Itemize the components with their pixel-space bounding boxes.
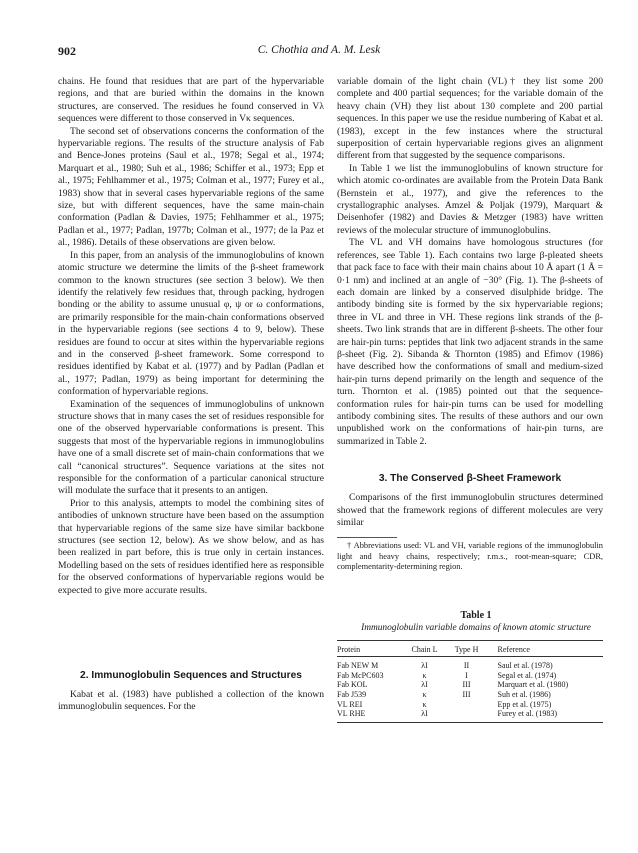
cell-protein: VL RHE xyxy=(337,709,366,719)
cell-chain: λI xyxy=(421,661,428,671)
right-paragraph-4: Comparisons of the first immunoglobulin structures determined showed that the framework regions of different molecules are very similar xyxy=(337,492,603,528)
left-paragraph-1: chains. He found that residues that are part of the hypervariable regions, and that are buried within the domains in the known structures, are conserved. The residues he found conserved in Vλ sequences were different to those conserved in Vκ sequences. xyxy=(58,76,324,125)
cell-chain: κ xyxy=(422,699,427,709)
table-row xyxy=(337,690,603,700)
section-2-heading: 2. Immunoglobulin Sequences and Structures xyxy=(80,670,302,682)
header-chain: Chain L xyxy=(411,644,438,654)
table-gap xyxy=(337,573,603,609)
left-paragraph-5: Prior to this analysis, attempts to model the combining sites of antibodies of unknown structure have been based on the assumption that hypervariable regions of the same size have similar backbone structures (see section 12, below). As we show below, and as has been realized in part before, this is true only in certain instances. Modelling based on the sets of residues identified here as responsible for the observed conformations of hypervariable regions would be expected to give more accurate results. xyxy=(58,497,324,596)
section-3-heading: 3. The Conserved β-Sheet Framework xyxy=(378,473,562,485)
cell-chain: κ xyxy=(422,690,427,699)
page-number: 902 xyxy=(58,44,76,58)
left-column xyxy=(58,76,324,714)
header-type: Type H xyxy=(454,644,479,654)
table-row xyxy=(337,671,603,681)
section-gap xyxy=(58,597,324,669)
footnote-gap xyxy=(337,529,603,537)
cell-reference: Saul et al. (1978) xyxy=(497,661,553,671)
table-caption: Immunoglobulin variable domains of known atomic structure xyxy=(361,622,591,633)
right-paragraph-3: The VL and VH domains have homologous structures (for references, see Table 1). Each contains two large β-pleated sheets that pack face to face with their main chains about 10 Å apart (1 Å = 0·1 nm) and inclined at an angle of −30° (Fig. 1). The β-sheets of each domain are linked by a conserved disulphide bridge. The antibody binding site is formed by the six hypervariable regions; three in VL and three in VH. These regions link strands of the β-sheets. Two link strands that are in different β-sheets. The other four are hair-pin turns: peptides that link two adjacent strands in the same β-sheet (Fig. 2). Sibanda & Thornton (1985) and Efimov (1986) have described how the conformations of small and medium-sized hair-pin turns depend primarily on the length and sequence of the turn. Thornton et al. (1985) pointed out that the sequence-conformation rules for hair-pin turns can be used for modelling antibody combining sites. The results of these authors and our own unpublished work on the conformations of hair-pin turns, are summarized in Table 2. xyxy=(337,237,603,447)
right-paragraph-1: variable domain of the light chain (VL)† they list some 200 complete and 400 partial sequences; for the variable domain of the heavy chain (VH) they list about 130 complete and 200 partial sequences. In this paper we use the residue numbering of Kabat et al. (1983), except in the few instances where the structural superposition of certain hypervariable regions gives an alignment different from that suggested by the sequence comparisons. xyxy=(337,76,603,162)
cell-reference: Epp et al. (1975) xyxy=(497,699,552,709)
right-column xyxy=(337,76,603,723)
cell-chain: κ xyxy=(422,670,427,680)
left-paragraph-3: In this paper, from an analysis of the immunoglobulins of known atomic structure we determine the limits of the β-sheet framework common to the known structures (see section 3 below). We then identify the relatively few residues that, through packing, hydrogen bonding or the ability to assume unusual φ, ψ or ω conformations, are primarily responsible for the main-chain conformations observed in the hypervariable regions (see sections 4 to 9, below). These residues are found to occur at sites within the hypervariable regions and in the conserved β-sheet framework. Some correspond to residues identified by Kabat et al. (1977) and by Padlan (Padlan et al., 1977; Padlan, 1979) as being important for determining the conformation of hypervariable regions. xyxy=(58,249,324,398)
cell-reference: Furey et al. (1983) xyxy=(497,709,558,719)
cell-reference: Marquart et al. (1980) xyxy=(497,680,569,690)
left-paragraph-4: Examination of the sequences of immunoglobulins of unknown structure shows that in many cases the set of residues responsible for one of the observed hypervariable conformations is present. This suggests that most of the hypervariable regions in immunoglobulins have one of a small discrete set of main-chain conformations that we call “canonical structures”. Sequence variations at the sites not responsible for the conformation of a particular canonical structure will modulate the surface that it presents to an antigen. xyxy=(58,398,324,497)
cell-type: III xyxy=(462,680,471,690)
table-1-grid xyxy=(337,640,603,723)
cell-type: I xyxy=(465,670,468,680)
cell-protein: VL REI xyxy=(337,699,363,709)
header-protein: Protein xyxy=(337,644,361,654)
table-row xyxy=(337,657,603,671)
left-paragraph-6: Kabat et al. (1983) have published a collection of the known immunoglobulin sequences. For the xyxy=(58,689,324,713)
cell-type xyxy=(446,709,488,722)
table-title: Table 1 xyxy=(460,609,492,621)
cell-reference: Segal et al. (1974) xyxy=(497,670,557,680)
cell-protein: Fab McPC603 xyxy=(337,670,384,680)
right-paragraph-2: In Table 1 we list the immunoglobulins of known structure for which atomic co-ordinates are available from the Protein Data Bank (Bernstein et al., 1977), and give the references to the crystallographic analyses. Amzel & Poljak (1979), Marquart & Deisenhofer (1982) and Davies & Metzger (1983) have written reviews of the molecular structure of immunoglobulins. xyxy=(337,162,603,236)
cell-reference: Suh et al. (1986) xyxy=(497,690,551,699)
cell-type: III xyxy=(462,690,471,699)
table-row xyxy=(337,700,603,710)
cell-type: II xyxy=(463,661,470,671)
left-paragraph-2: The second set of observations concerns the conformation of the hypervariable regions. The results of the structure analysis of Fab and Bence-Jones proteins (Saul et al., 1978; Segal et al., 1974; Marquart et al., 1980; Suh et al., 1986; Schiffer et al., 1973; Epp et al., 1975; Fehlhammer et al., 1975; Colman et al., 1977; Furey et al., 1983) show that in several cases hypervariable regions of the same size, but with different sequences, have the same main-chain conformation (Padlan & Davies, 1975; Fehlhammer et al., 1975; Padlan et al., 1977; Padlan, 1977b; Colman et al., 1977; de la Paz et al., 1986). Details of these observations are given below. xyxy=(58,125,324,249)
cell-protein: Fab KOL xyxy=(337,680,368,690)
cell-protein: Fab J539 xyxy=(337,690,367,699)
table-row xyxy=(337,709,603,722)
table-row xyxy=(337,680,603,690)
section-gap xyxy=(337,448,603,472)
footnote-rule xyxy=(337,537,397,538)
table-1 xyxy=(337,609,603,723)
cell-chain: λI xyxy=(421,680,428,690)
abbreviations-footnote: † Abbreviations used: VL and VH, variable regions of the immunoglobulin light and heavy chains, respectively; r.m.s., root-mean-square; CDR, complementarity-determining region. xyxy=(337,541,603,572)
cell-chain: λI xyxy=(421,709,428,719)
cell-protein: Fab NEW M xyxy=(337,661,379,671)
table-header-row xyxy=(337,640,603,657)
running-head: C. Chothia and A. M. Lesk xyxy=(257,44,381,56)
header-reference: Reference xyxy=(497,644,530,654)
cell-type xyxy=(446,700,488,710)
